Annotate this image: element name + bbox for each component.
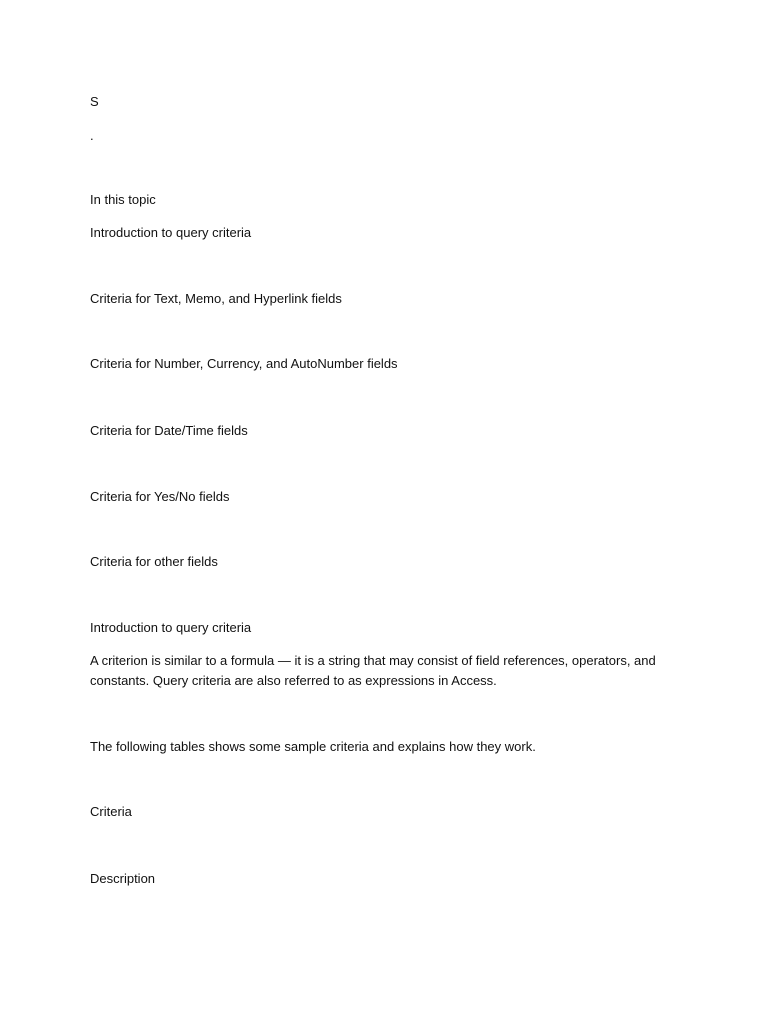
toc-item: Criteria for Text, Memo, and Hyperlink fields [90, 291, 342, 306]
toc-item: Criteria for Number, Currency, and AutoNumber fields [90, 356, 398, 371]
toc-heading: In this topic [90, 192, 156, 207]
intro-paragraph: A criterion is similar to a formula — it is a string that may consist of field references, operators, and constants. Query criteria are also referred to as expressions in Access. [90, 653, 656, 688]
toc-item: Criteria for Date/Time fields [90, 423, 248, 438]
toc-item: Introduction to query criteria [90, 225, 252, 240]
header-dot: . [90, 128, 94, 143]
toc-item: Criteria for other fields [90, 554, 218, 569]
header-letter: S [90, 94, 99, 109]
tables-intro: The following tables shows some sample criteria and explains how they work. [90, 739, 536, 754]
table-header-description: Description [90, 871, 156, 886]
section-heading: Introduction to query criteria [90, 620, 252, 635]
table-header-criteria: Criteria [90, 804, 132, 819]
toc-item: Criteria for Yes/No fields [90, 489, 230, 504]
